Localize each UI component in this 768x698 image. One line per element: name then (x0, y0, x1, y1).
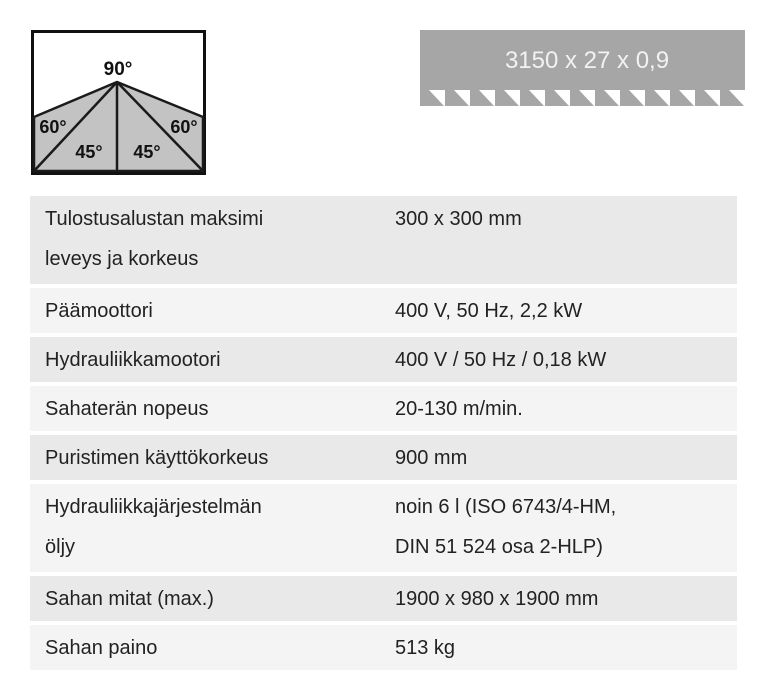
spec-value: 400 V, 50 Hz, 2,2 kW (395, 300, 583, 322)
angle-label-45-right: 45° (133, 142, 161, 162)
spec-value: 400 V / 50 Hz / 0,18 kW (395, 349, 607, 371)
saw-blade-banner (420, 30, 745, 108)
spec-value: 300 x 300 mm (395, 208, 522, 230)
spec-value: 513 kg (395, 637, 456, 659)
table-row (30, 288, 737, 333)
spec-value: 1900 x 980 x 1900 mm (395, 588, 599, 610)
spec-label: Puristimen käyttökorkeus (45, 447, 269, 469)
spec-label: Sahaterän nopeus (45, 398, 209, 420)
blade-dimensions-label: 3150 x 27 x 0,9 (504, 47, 670, 74)
spec-value: noin 6 l (ISO 6743/4-HM, DIN 51 524 osa 2-HLP) (395, 496, 617, 558)
spec-table (30, 196, 737, 674)
angle-diagram-drawing (31, 30, 206, 175)
table-row (30, 386, 737, 431)
angle-label-45-left: 45° (75, 142, 103, 162)
table-row (30, 196, 737, 284)
table-row (30, 625, 737, 670)
table-row (30, 576, 737, 621)
table-row (30, 337, 737, 382)
spec-label: Päämoottori (45, 300, 153, 322)
spec-label: Sahan paino (45, 637, 158, 659)
angle-label-60-right: 60° (170, 117, 198, 137)
spec-label: Sahan mitat (max.) (45, 588, 214, 610)
saw-blade-icon (420, 30, 745, 108)
blade-teeth (420, 90, 744, 106)
angle-label-60-left: 60° (39, 117, 67, 137)
spec-label: Tulostusalustan maksimi leveys ja korkeus (45, 208, 264, 270)
spec-value: 20-130 m/min. (395, 398, 523, 420)
angle-label-90: 90° (103, 59, 133, 80)
cutting-angle-diagram (31, 30, 206, 175)
spec-label: Hydrauliikkamootori (45, 349, 221, 371)
spec-value: 900 mm (395, 447, 468, 469)
spec-label: Hydrauliikkajärjestelmän öljy (45, 496, 262, 558)
table-row (30, 435, 737, 480)
table-row (30, 484, 737, 572)
